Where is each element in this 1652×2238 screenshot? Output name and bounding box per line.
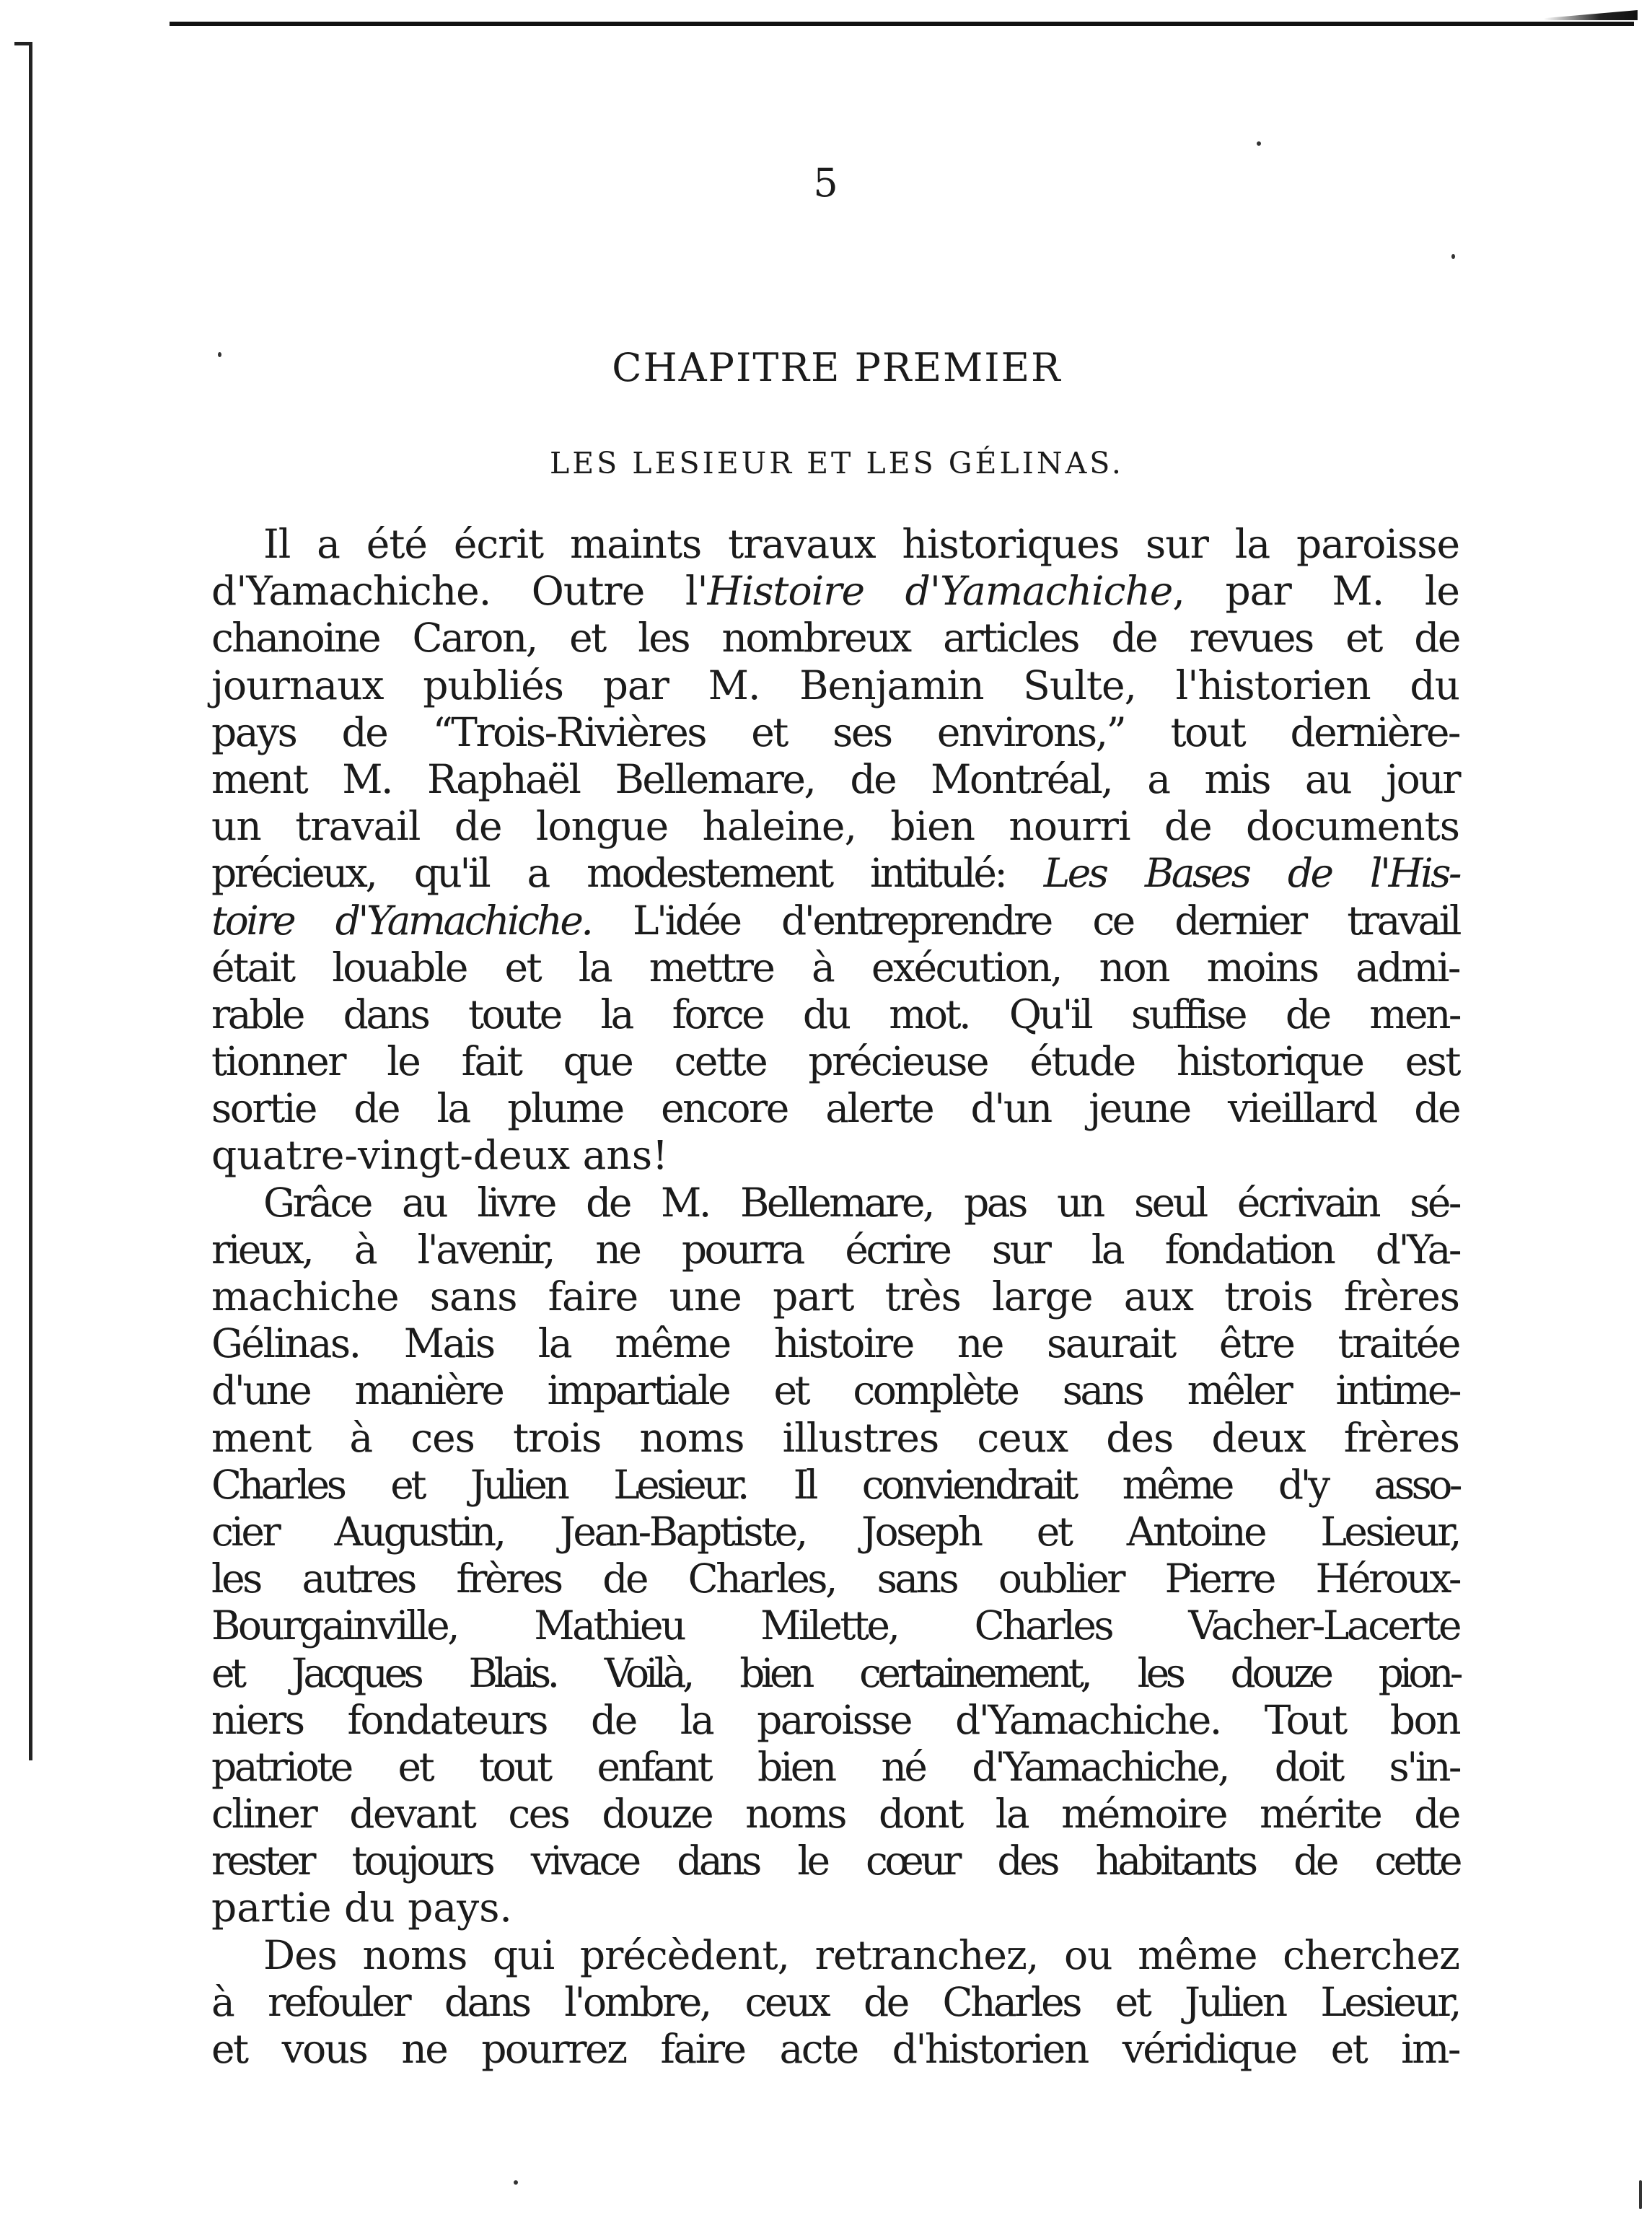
text-line: pays de “Trois-Rivières et ses environs,” tout dernière- [211,708,1459,755]
text-line: d'une manière impartiale et complète sans mêler intime- [211,1367,1459,1414]
text-line: rable dans toute la force du mot. Qu'il suffise de men- [211,991,1459,1037]
text-line: cier Augustin, Jean-Baptiste, Joseph et Antoine Lesieur, [211,1508,1459,1555]
text-line: rieux, à l'avenir, ne pourra écrire sur la fondation d'Ya- [211,1226,1459,1273]
ink-speck [218,352,221,357]
body-text [211,521,1459,2073]
text-line: Grâce au livre de M. Bellemare, pas un seul écrivain sé- [263,1179,1459,1226]
text-run: , par M. le [1172,568,1459,615]
text-line: journaux publiés par M. Benjamin Sulte, l'historien du [211,662,1459,708]
ink-speck [1257,141,1261,146]
text-line: Il a été écrit maints travaux historiques sur la paroisse [263,521,1459,567]
text-run: L'idée d'entreprendre ce dernier travail [591,897,1459,944]
text-line: à refouler dans l'ombre, ceux de Charles et Julien Lesieur, [211,1978,1459,2025]
text-run-italic: toire d'Yamachiche. [211,897,592,944]
text-line: sortie de la plume encore alerte d'un jeune vieillard de [211,1085,1459,1132]
text-run-italic: Les Bases de l'His- [1043,850,1459,897]
text-line: machiche sans faire une part très large aux trois frères [211,1273,1459,1320]
text-line: tionner le fait que cette précieuse étude historique est [211,1038,1459,1085]
text-line: cliner devant ces douze noms dont la mémoire mérite de [211,1791,1459,1838]
text-line: et Jacques Blais. Voilà, bien certainement, les douze pion- [211,1649,1459,1696]
text-line: niers fondateurs de la paroisse d'Yamachiche. Tout bon [211,1696,1459,1743]
text-line: était louable et la mettre à exécution, non moins admi- [211,944,1459,991]
chapter-subtitle: LES LESIEUR ET LES GÉLINAS. [550,446,1124,480]
top-rule [170,22,1634,26]
text-line: Charles et Julien Lesieur. Il conviendrait même d'y asso- [211,1461,1459,1508]
text-line: ment M. Raphaël Bellemare, de Montréal, a mis au jour [211,755,1459,802]
ink-speck [514,2180,518,2185]
text-line: chanoine Caron, et les nombreux articles de revues et de [211,615,1459,662]
text-line: partie du pays. [211,1884,512,1931]
text-line [211,568,1459,615]
text-line: Bourgainville, Mathieu Milette, Charles Vacher-Lacerte [211,1602,1459,1649]
text-run-italic: Histoire d'Yamachiche [707,568,1173,615]
binding-rule [29,43,32,1760]
text-line [211,850,1459,897]
text-line: ment à ces trois noms illustres ceux des deux frères [211,1414,1459,1461]
top-rule-end [1544,10,1638,20]
text-line: Des noms qui précèdent, retranchez, ou même cherchez [263,1931,1459,1978]
ink-speck [1451,254,1455,259]
chapter-title: CHAPITRE PREMIER [612,345,1062,390]
ink-speck [1639,2180,1642,2209]
text-line: patriote et tout enfant bien né d'Yamachiche, doit s'in- [211,1743,1459,1790]
text-line [211,898,1459,944]
text-run: d'Yamachiche. Outre l' [211,568,708,615]
text-line: et vous ne pourrez faire acte d'historien véridique et im- [211,2026,1459,2072]
page-number: 5 [813,160,839,206]
text-line: Gélinas. Mais la même histoire ne saurait être traitée [211,1320,1459,1367]
text-line: les autres frères de Charles, sans oublier Pierre Héroux- [211,1555,1459,1602]
text-line: quatre-vingt-deux ans! [211,1132,669,1179]
text-line: rester toujours vivace dans le cœur des habitants de cette [211,1838,1459,1884]
text-line: un travail de longue haleine, bien nourri de documents [211,803,1459,850]
text-run: précieux, qu'il a modestement intitulé: [211,850,1044,897]
